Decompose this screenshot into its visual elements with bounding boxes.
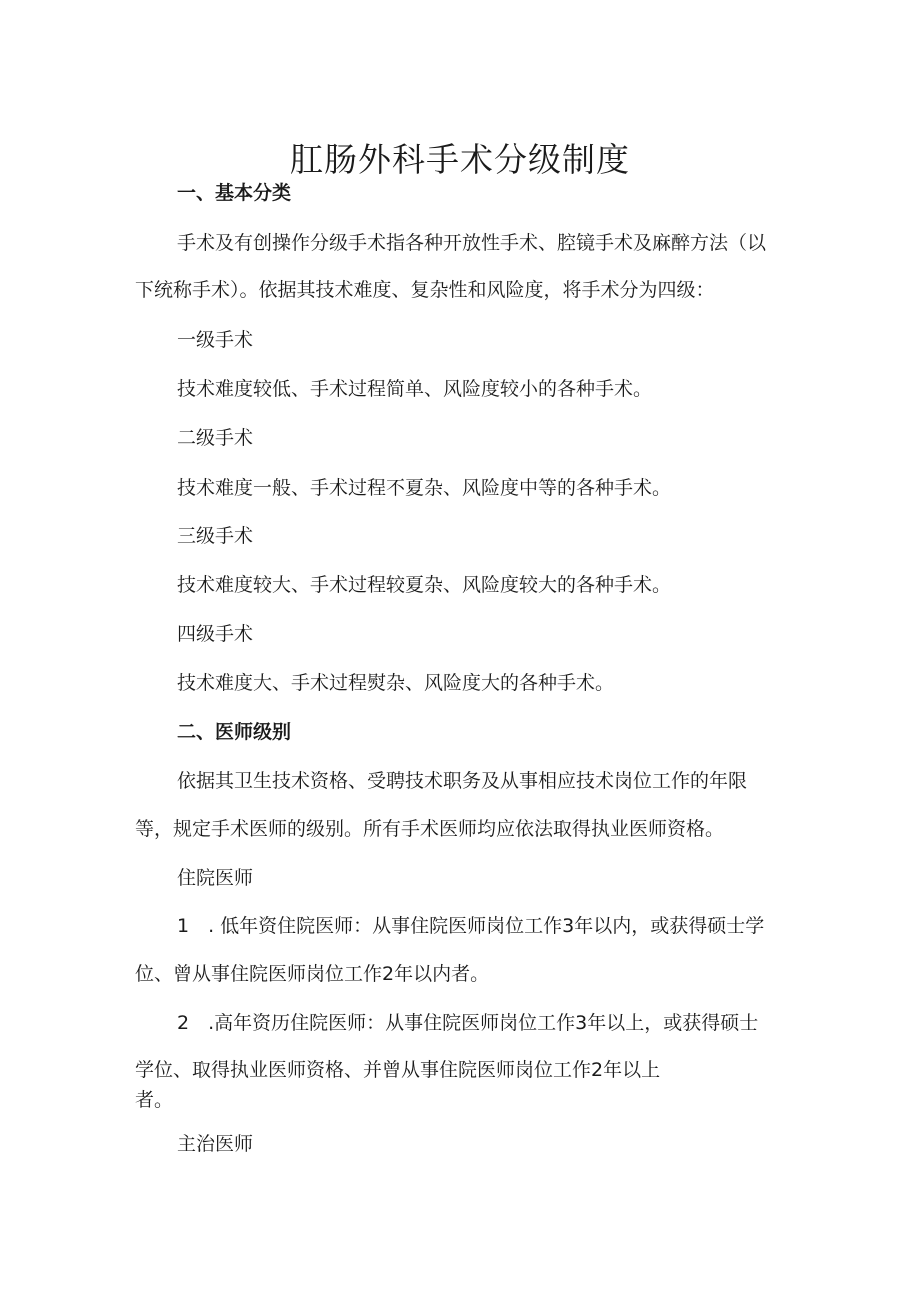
level-1-description: 技术难度较低、手术过程简单、风险度较小的各种手术。 xyxy=(177,378,653,400)
level-4-name: 四级手术 xyxy=(177,623,254,645)
section-2-intro-line-1: 依据其卫生技术资格、受聘技术职务及从事相应技术岗位工作的年限 xyxy=(177,770,748,792)
section-1-intro-line-2: 下统称手术）。依据其技术难度、复杂性和风险度，将手术分为四级： xyxy=(135,279,715,301)
section-2-intro-line-2: 等，规定手术医师的级别。所有手术医师均应依法取得执业医师资格。 xyxy=(135,818,725,840)
level-2-description: 技术难度一般、手术过程不夏杂、风险度中等的各种手术。 xyxy=(177,477,672,499)
resident-item-2-line-2: 学位、取得执业医师资格、并曾从事住院医师岗位工作2年以上 xyxy=(135,1059,661,1081)
document-title: 肛肠外科手术分级制度 xyxy=(290,140,630,180)
section-1-heading: 一、基本分类 xyxy=(177,182,292,204)
section-1-intro-line-1: 手术及有创操作分级手术指各种开放性手术、腔镜手术及麻醉方法（以 xyxy=(177,232,767,254)
resident-item-1-line-2: 位、曾从事住院医师岗位工作2年以内者。 xyxy=(135,963,490,985)
level-3-description: 技术难度较大、手术过程较夏杂、风险度较大的各种手术。 xyxy=(177,574,672,596)
level-3-name: 三级手术 xyxy=(177,525,254,547)
attending-physician-label: 主治医师 xyxy=(177,1133,254,1155)
section-2-heading: 二、医师级别 xyxy=(177,721,292,743)
resident-item-1-line-1: 1 . 低年资住院医师：从事住院医师岗位工作3年以内，或获得硕士学 xyxy=(177,915,765,937)
resident-item-2-line-3: 者。 xyxy=(135,1089,174,1111)
resident-item-2-line-1: 2 .高年资历住院医师：从事住院医师岗位工作3年以上，或获得硕士 xyxy=(177,1012,759,1034)
resident-physician-label: 住院医师 xyxy=(177,867,254,889)
level-4-description: 技术难度大、手术过程熨杂、风险度大的各种手术。 xyxy=(177,672,615,694)
level-1-name: 一级手术 xyxy=(177,329,254,351)
level-2-name: 二级手术 xyxy=(177,427,254,449)
